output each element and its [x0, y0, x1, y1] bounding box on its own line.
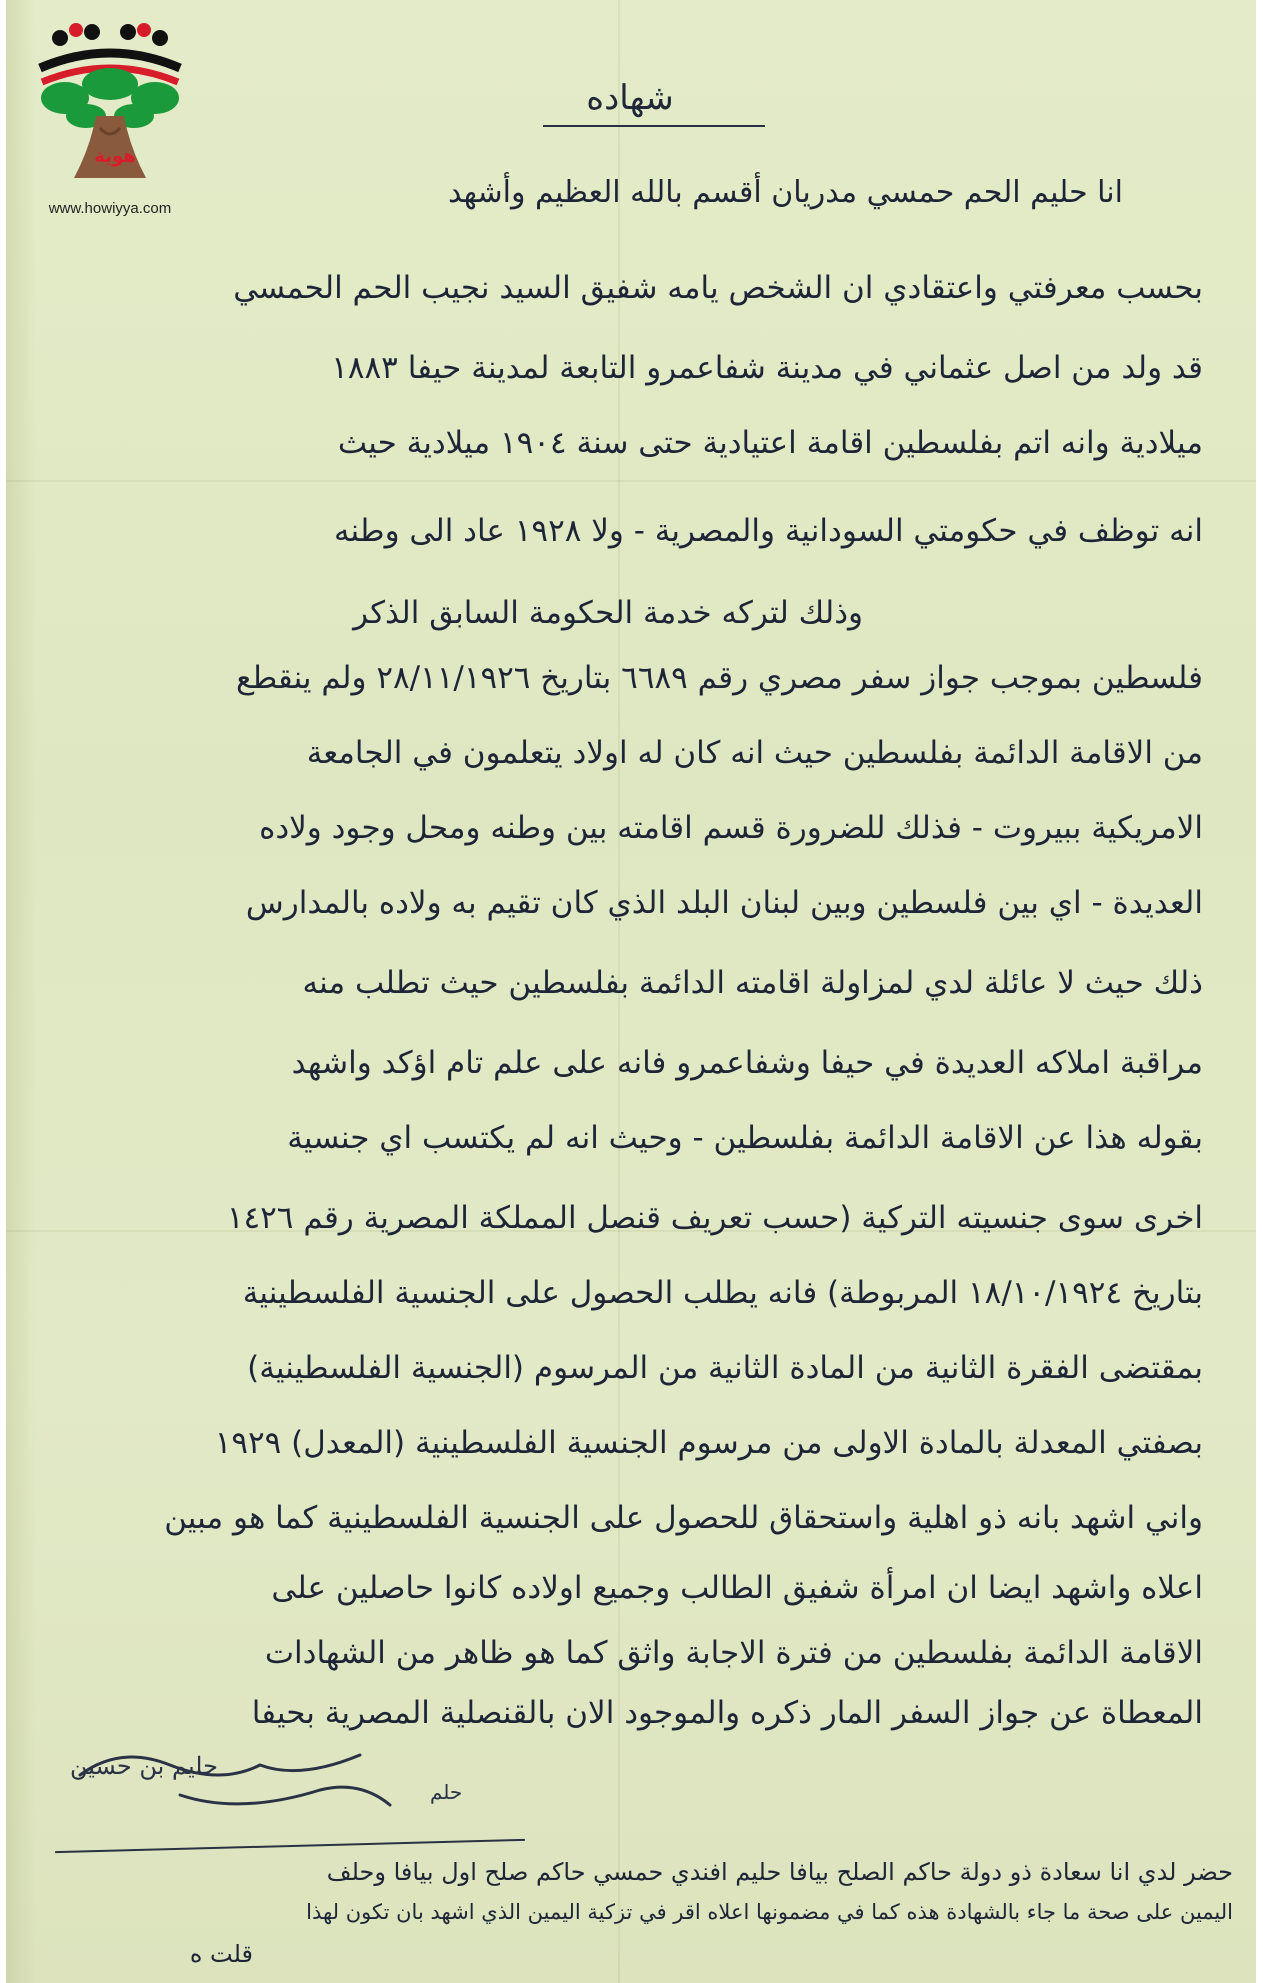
body-line: اعلاه واشهد ايضا ان امرأة شفيق الطالب وجميع اولاده كانوا حاصلين على — [271, 1570, 1203, 1606]
howiyya-logo — [20, 18, 200, 228]
attestation-line: حضر لدي انا سعادة ذو دولة حاكم الصلح بيافا حليم افندي حمسي حاكم صلح اول بيافا وحلف — [326, 1858, 1233, 1886]
body-line: الامريكية ببيروت - فذلك للضرورة قسم اقامته بين وطنه ومحل وجود ولاده — [259, 810, 1203, 846]
body-line: ميلادية وانه اتم بفلسطين اقامة اعتيادية حتى سنة ١٩٠٤ ميلادية حيث — [337, 425, 1203, 461]
document-title: شهاده — [586, 78, 674, 118]
handwritten-signature — [60, 1735, 480, 1825]
body-line: بمقتضى الفقرة الثانية من المادة الثانية من المرسوم (الجنسية الفلسطينية) — [247, 1350, 1203, 1386]
body-line: من الاقامة الدائمة بفلسطين حيث انه كان له اولاد يتعلمون في الجامعة — [306, 735, 1203, 771]
fold-line — [6, 480, 1256, 482]
body-line: الاقامة الدائمة بفلسطين من فترة الاجابة واثق كما هو ظاهر من الشهادات — [264, 1635, 1203, 1671]
paper-edge — [6, 0, 36, 1983]
body-line: بتاريخ ١٨/١٠/١٩٢٤ المربوطة) فانه يطلب الحصول على الجنسية الفلسطينية — [242, 1275, 1203, 1311]
body-line: بقوله هذا عن الاقامة الدائمة بفلسطين - وحيث انه لم يكتسب اي جنسية — [287, 1120, 1203, 1156]
body-line: واني اشهد بانه ذو اهلية واستحقاق للحصول على الجنسية الفلسطينية كما هو مبين — [164, 1500, 1203, 1536]
logo-brand-text: هوية — [94, 146, 136, 167]
signature-mark: حلم — [430, 1780, 463, 1804]
body-line: بحسب معرفتي واعتقادي ان الشخص يامه شفيق السيد نجيب الحم الحمسي — [233, 270, 1203, 306]
body-line: ذلك حيث لا عائلة لدي لمزاولة اقامته الدائمة بفلسطين حيث تطلب منه — [302, 965, 1203, 1001]
body-line: بصفتي المعدلة بالمادة الاولى من مرسوم الجنسية الفلسطينية (المعدل) ١٩٢٩ — [214, 1425, 1203, 1461]
body-line: وذلك لتركه خدمة الحكومة السابق الذكر — [353, 595, 863, 631]
signature-name: حليم بن حسين — [70, 1752, 218, 1780]
body-line: اخرى سوى جنسيته التركية (حسب تعريف قنصل المملكة المصرية رقم ١٤٢٦ — [226, 1200, 1203, 1236]
body-line: فلسطين بموجب جواز سفر مصري رقم ٦٦٨٩ بتاريخ ٢٨/١١/١٩٢٦ ولم ينقطع — [235, 660, 1203, 696]
logo-site-url: www.howiyya.com — [48, 200, 172, 217]
tree-logo-icon — [20, 18, 200, 198]
body-line: المعطاة عن جواز السفر المار ذكره والموجود الان بالقنصلية المصرية بحيفا — [251, 1695, 1203, 1731]
attestation-line: قلت ه — [189, 1940, 253, 1968]
body-line: العديدة - اي بين فلسطين وبين لبنان البلد الذي كان تقيم به ولاده بالمدارس — [245, 885, 1203, 921]
body-line: انه توظف في حكومتي السودانية والمصرية - ولا ١٩٢٨ عاد الى وطنه — [333, 513, 1203, 549]
body-line: انا حليم الحم حمسي مدريان أقسم بالله العظيم وأشهد — [447, 175, 1123, 210]
body-line: مراقبة املاكه العديدة في حيفا وشفاعمرو فانه على علم تام اؤكد واشهد — [291, 1045, 1203, 1081]
body-line: قد ولد من اصل عثماني في مدينة شفاعمرو التابعة لمدينة حيفا ١٨٨٣ — [331, 350, 1203, 386]
title-underline — [543, 125, 765, 127]
attestation-line: اليمين على صحة ما جاء بالشهادة هذه كما في مضمونها اعلاه اقر في تزكية اليمين الذي اشهد بان تكون لهذا — [306, 1900, 1233, 1924]
